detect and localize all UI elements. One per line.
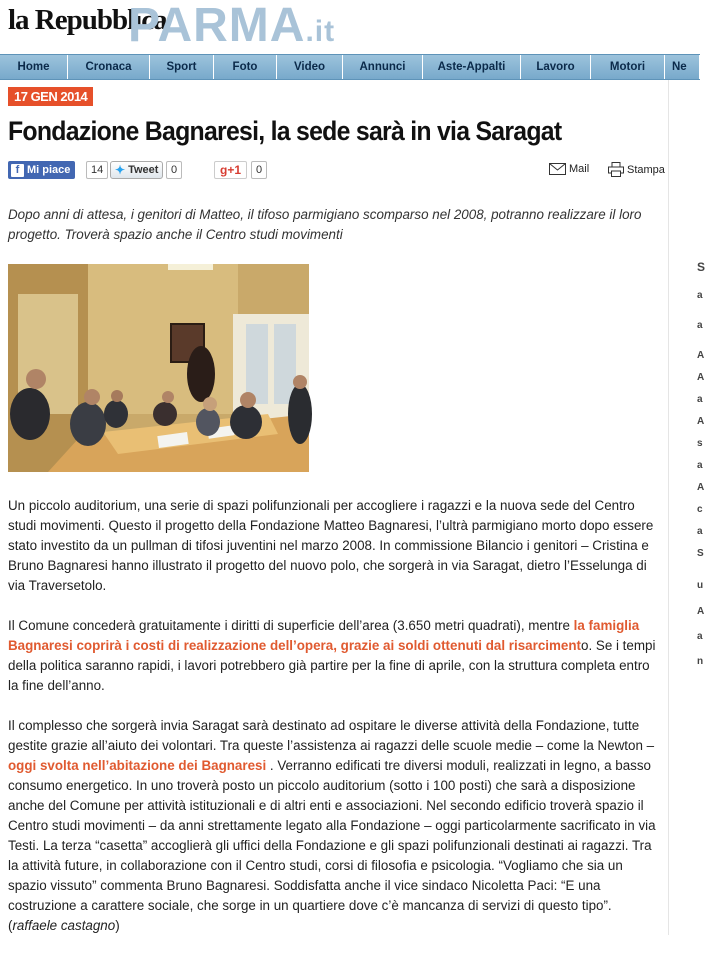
twitter-bird-icon: ✦ <box>115 163 126 177</box>
nav-home[interactable]: Home <box>0 55 68 79</box>
link-risarcimento[interactable]: la famiglia Bagnaresi coprirà i costi di realizzazione dell’opera, grazie ai soldi ottenuti dal risarciment <box>8 618 640 653</box>
nav-aste-appalti[interactable]: Aste-Appalti <box>423 55 521 79</box>
rail-text[interactable]: A <box>697 350 705 361</box>
rail-text[interactable]: c <box>697 504 703 515</box>
rail-text[interactable]: a <box>697 526 703 537</box>
nav-lavoro[interactable]: Lavoro <box>521 55 591 79</box>
rail-text[interactable]: a <box>697 460 703 471</box>
rail-text[interactable]: A <box>697 372 705 383</box>
rail-text[interactable]: a <box>697 290 703 301</box>
paragraph-2 <box>8 616 658 696</box>
paragraph-1: Un piccolo auditorium, una serie di spazi polifunzionali per accogliere i ragazzi e la nuova sede del Centro studi movimenti. Questo il progetto della Fondazione Matteo Bagnaresi, l’ultrà parmigiano morto dopo essere stato investito da un pullman di tifosi juventini nel marzo 2008. In commissione Bilancio i genitori – Cristina e Bruno Bagnaresi hanno illustrato il progetto del nuovo polo, che sorgerà in via Saragat, dietro l’Esselunga di via Traversetolo. <box>8 498 654 593</box>
like-count: 14 <box>86 161 108 179</box>
edition-suffix: .it <box>305 15 336 48</box>
nav-motori[interactable]: Motori <box>591 55 665 79</box>
article-body <box>8 496 658 956</box>
parma-edition-logo[interactable] <box>128 0 335 53</box>
masthead <box>0 0 700 52</box>
print-link[interactable] <box>608 162 665 177</box>
facebook-icon: f <box>11 164 24 177</box>
printer-icon <box>608 162 624 177</box>
rail-text[interactable]: a <box>697 394 703 405</box>
article-photo <box>8 264 309 472</box>
paragraph-2-text: Il Comune concederà gratuitamente i diritti di superficie dell’area (3.650 metri quadrati), mentre <box>8 618 574 633</box>
social-bar <box>8 160 668 182</box>
google-plus-button[interactable]: g+1 <box>214 161 247 179</box>
paragraph-3 <box>8 716 658 936</box>
envelope-icon <box>549 163 566 175</box>
rail-text[interactable]: u <box>697 580 704 591</box>
right-rail-cut-off <box>668 80 705 935</box>
article-title: Fondazione Bagnaresi, la sede sarà in via Saragat <box>8 116 562 146</box>
edition-name: PARMA <box>128 0 306 52</box>
nav-annunci[interactable]: Annunci <box>343 55 423 79</box>
date-badge: 17 GEN 2014 <box>8 87 93 106</box>
rail-text[interactable]: A <box>697 606 705 617</box>
rail-text[interactable]: a <box>697 320 703 331</box>
rail-text[interactable]: s <box>697 438 703 449</box>
nav-video[interactable]: Video <box>277 55 343 79</box>
nav-sport[interactable]: Sport <box>150 55 214 79</box>
tweet-label: Tweet <box>128 164 159 176</box>
rail-text[interactable]: S <box>697 548 704 559</box>
paragraph-3-text: Il complesso che sorgerà invia Saragat sarà destinato ad ospitare le diverse attività della Fondazione, tutte gestite grazie all’aiuto dei volontari. Tra queste l’assistenza ai ragazzi delle scuole medie – come la Newton – <box>8 718 655 753</box>
rail-text[interactable]: A <box>697 482 705 493</box>
nav-more[interactable]: Ne <box>665 55 700 79</box>
rail-text[interactable]: n <box>697 656 704 667</box>
article-lead: Dopo anni di attesa, i genitori di Matteo, il tifoso parmigiano scomparso nel 2008, potranno realizzare il loro progetto. Troverà spazio anche il Centro studi movimenti <box>8 207 642 242</box>
repubblica-logo[interactable]: la Repubblica <box>8 4 167 36</box>
facebook-like-button[interactable] <box>8 161 75 179</box>
paragraph-3-text-end: ) <box>115 918 120 933</box>
tweet-button[interactable] <box>110 161 163 179</box>
tweet-count: 0 <box>166 161 182 179</box>
nav-cronaca[interactable]: Cronaca <box>68 55 150 79</box>
paragraph-3-text-mid: . Verranno edificati tre diversi moduli, realizzati in legno, a basso consumo energetico. In uno troverà posto un piccolo auditorium (sotto i 100 posti) che sarà a disposizione anche del Comune per attività istituzionali e di altri enti e associazioni. Nel secondo edificio troverà spazio il Centro studi movimenti – da anni strettamente legato alla Fondazione – oggi particolarmente sacrificato in via Testi. La terza “casetta” accoglierà gli uffici della Fondazione e gli spazi polifunzionali destinati ai ragazzi. Tra la attività future, in collaborazione con il Centro studi, corsi di filosofia e psicologia. “Vogliamo che sia un spazio vissuto” commenta Bruno Bagnaresi. Soddisfatta anche il vice sindaco Nicoletta Paci: “E una costruzione a carattere sociale, che sorge in un quartiere dove c’è mancanza di servizi di questo tipo”. ( <box>8 758 656 933</box>
nav-foto[interactable]: Foto <box>214 55 277 79</box>
main-nav <box>0 54 700 80</box>
rail-text[interactable]: A <box>697 416 705 427</box>
mail-link[interactable] <box>549 163 589 175</box>
gplus-count: 0 <box>251 161 267 179</box>
author-name: raffaele castagno <box>12 918 116 933</box>
rail-text[interactable]: a <box>697 631 703 642</box>
link-abitazione-bagnaresi[interactable]: oggi svolta nell’abitazione dei Bagnaresi <box>8 758 267 773</box>
rail-text[interactable]: S <box>697 260 705 274</box>
like-label: Mi piace <box>27 164 71 176</box>
paragraph-2-text-end: o. Se i tempi della politica saranno rapidi, i lavori potrebbero già partire per la fine di aprile, con la struttura completa entro la fine dell’anno. <box>8 638 656 693</box>
print-label: Stampa <box>627 163 665 176</box>
mail-label: Mail <box>569 163 590 175</box>
